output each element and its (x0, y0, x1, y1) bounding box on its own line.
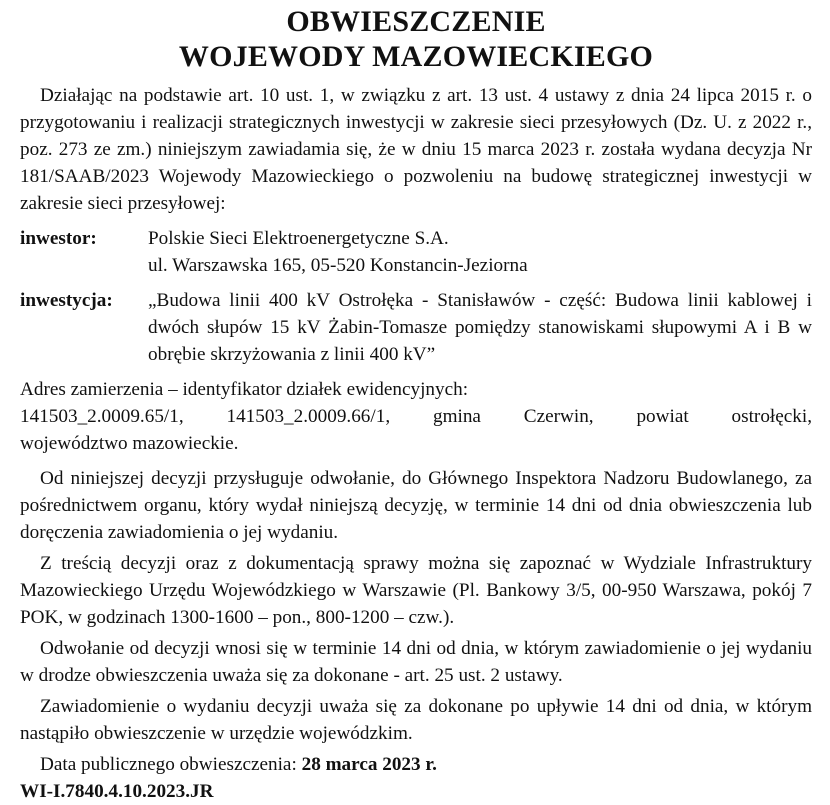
intro-paragraph: Działając na podstawie art. 10 ust. 1, w związku z art. 13 ust. 4 ustawy z dnia 24 lipca 2015 r. o przygotowaniu i realizacji strategicznych inwestycji w zakresie sieci przesyłowych (Dz. U. z 2022 r., poz. 273 ze zm.) niniejszym zawiadamia się, że w dniu 15 marca 2023 r. została wydana decyzja Nr 181/SAAB/2023 Wojewody Mazowieckiego o pozwoleniu na budowę strategicznej inwestycji w zakresie sieci przesyłowej: (20, 85, 812, 214)
appeal-paragraph: Od niniejszej decyzji przysługuje odwołanie, do Głównego Inspektora Nadzoru Budowlanego, za pośrednictwem organu, który wydał niniejszą decyzję, w terminie 14 dni od dnia obwieszczenia lub doręczenia zawiadomienia o jej wydaniu. (20, 468, 812, 543)
investor-details (148, 225, 812, 279)
appeal-term-paragraph: Odwołanie od decyzji wnosi się w terminie 14 dni od dnia, w którym zawiadomienie o jej wydaniu w drodze obwieszczenia uważa się za dokonane - art. 25 ust. 2 ustawy. (20, 638, 812, 686)
investor-row (20, 225, 812, 279)
investor-label: inwestor: (20, 228, 97, 249)
publication-label: Data publicznego obwieszczenia: (40, 754, 302, 775)
documentation-paragraph: Z treścią decyzji oraz z dokumentacją sprawy można się zapoznać w Wydziale Infrastruktury Mazowieckiego Urzędu Wojewódzkiego w Warszawie (Pl. Bankowy 3/5, 00-950 Warszawa, pokój 7 POK, w godzinach 1300-1600 – pon., 800-1200 – czw.). (20, 553, 812, 628)
publication-date: 28 marca 2023 r. (301, 754, 437, 775)
notice-header (20, 4, 812, 74)
notice-title-line1: OBWIESZCZENIE (286, 5, 546, 38)
notice-title-line2: WOJEWODY MAZOWIECKIEGO (178, 40, 654, 73)
investor-address: ul. Warszawska 165, 05-520 Konstancin-Jeziorna (148, 255, 528, 276)
address-heading: Adres zamierzenia – identyfikator działek ewidencyjnych: (20, 379, 469, 400)
reference-number: WI-I.7840.4.10.2023.JR (20, 781, 214, 802)
investment-row (20, 287, 812, 368)
region-line: województwo mazowieckie. (20, 433, 239, 454)
notice-effective-paragraph: Zawiadomienie o wydaniu decyzji uważa się za dokonane po upływie 14 dni od dnia, w którym nastąpiło obwieszczenie w urzędzie wojewódzkim. (20, 696, 812, 744)
investment-label: inwestycja: (20, 290, 113, 311)
address-section (20, 376, 812, 457)
publication-line (20, 751, 812, 778)
parcels-line: 141503_2.0009.65/1, 141503_2.0009.66/1, gmina Czerwin, powiat ostrołęcki, (20, 406, 812, 427)
investor-name: Polskie Sieci Elektroenergetyczne S.A. (148, 228, 449, 249)
investment-description: „Budowa linii 400 kV Ostrołęka - Stanisławów - część: Budowa linii kablowej i dwóch słupów 15 kV Żabin-Tomasze pomiędzy stanowiskami słupowymi A i B w obrębie skrzyżowania z linii 400 kV” (148, 290, 812, 365)
